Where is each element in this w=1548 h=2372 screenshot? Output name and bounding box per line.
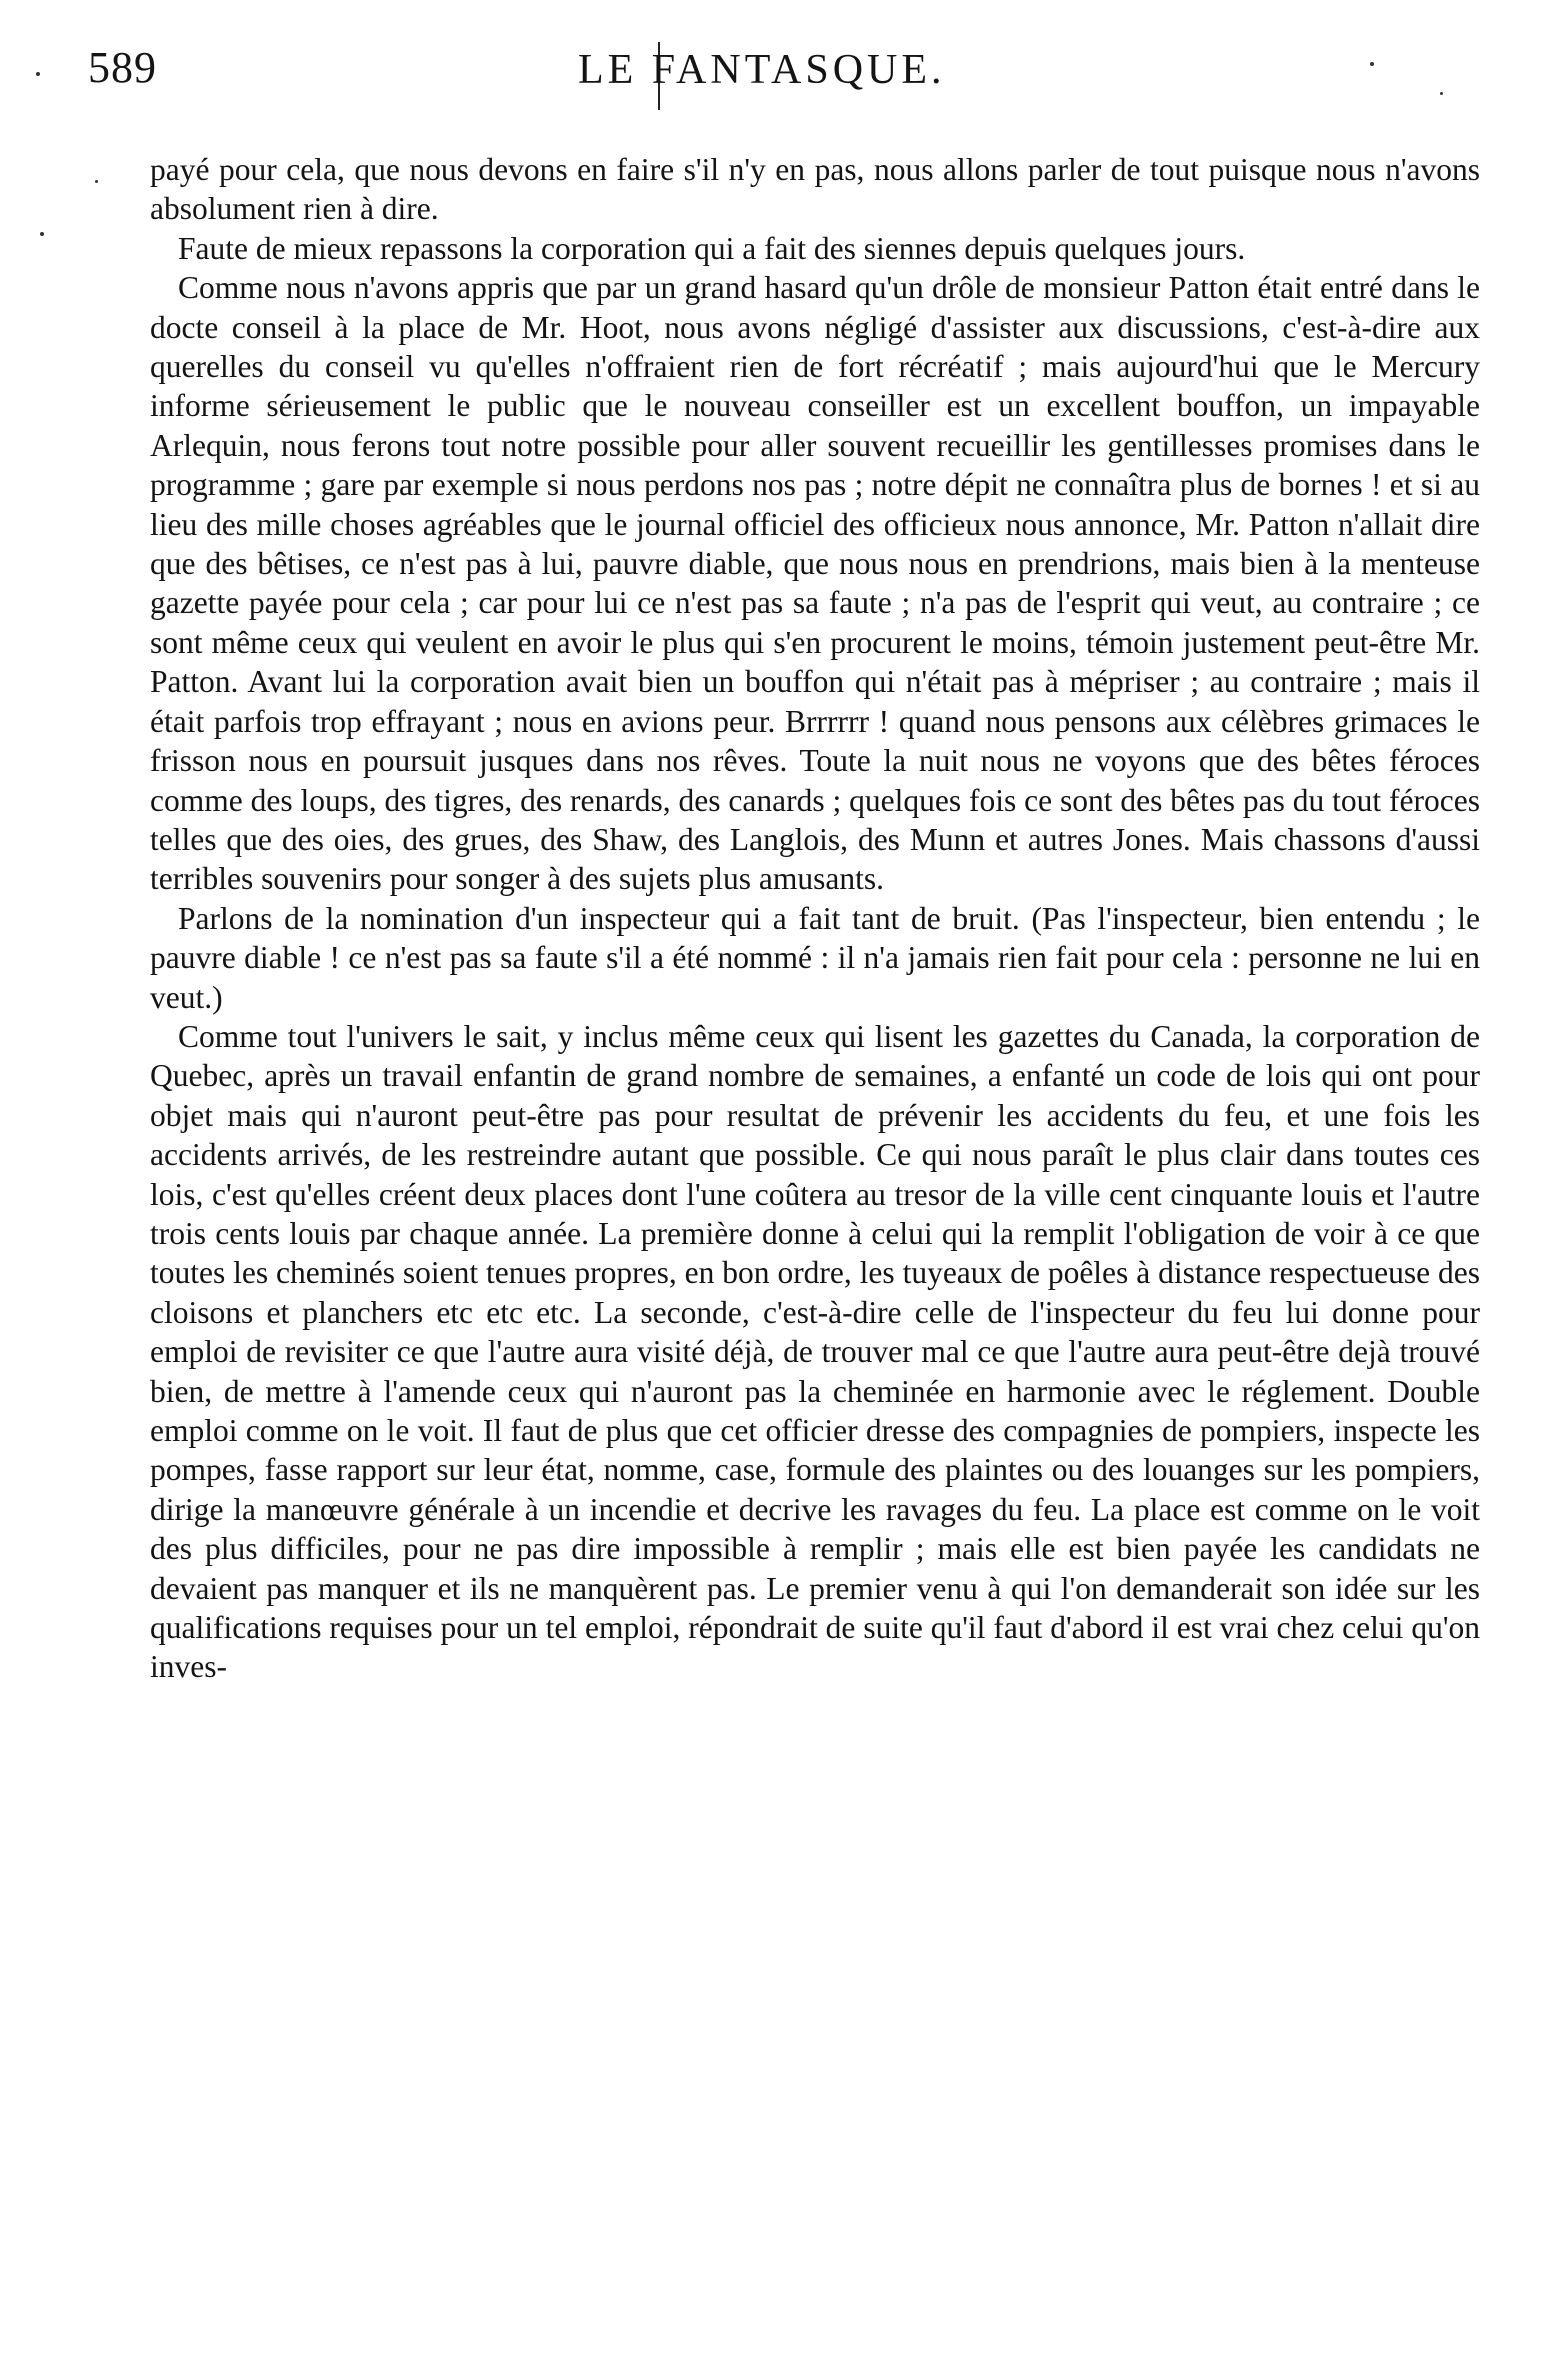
scan-speck [36, 72, 40, 76]
paragraph: Faute de mieux repassons la corporation qui a fait des siennes depuis quelques jours. [178, 230, 1246, 266]
page-number: 589 [88, 43, 157, 92]
scan-speck [1370, 62, 1374, 66]
scan-speck [40, 232, 44, 236]
paragraph: Parlons de la nomination d'un inspecteur qui a fait tant de bruit. (Pas l'inspecteur, bien entendu ; le pauvre diable ! ce n'est pas sa faute s'il a été nommé : il n'a jamais rien fait pour cela : personne ne lui en veut.) [150, 900, 1480, 1015]
running-title: LE FANTASQUE. [578, 47, 946, 93]
scan-speck [95, 180, 98, 183]
article-body [150, 150, 1480, 1687]
scan-speck [1440, 92, 1443, 95]
paragraph: Comme nous n'avons appris que par un grand hasard qu'un drôle de monsieur Patton était entré dans le docte conseil à la place de Mr. Hoot, nous avons négligé d'assister aux discussions, c'est-à-dire aux querelles du conseil vu qu'elles n'offraient rien de fort récréatif ; mais aujourd'hui que le Mercury informe sérieusement le public que le nouveau conseiller est un excellent bouffon, un impayable Arlequin, nous ferons tout notre possible pour aller souvent recueillir les gentillesses promises dans le programme ; gare par exemple si nous perdons nos pas ; notre dépit ne connaîtra plus de bornes ! et si au lieu des mille choses agréables que le journal officiel des officieux nous annonce, Mr. Patton n'allait dire que des bêtises, ce n'est pas à lui, pauvre diable, que nous nous en prendrions, mais bien à la menteuse gazette payée pour cela ; car pour lui ce n'est pas sa faute ; n'a pas de l'esprit qui veut, au contraire ; ce sont même ceux qui veulent en avoir le plus qui s'en procurent le moins, témoin justement peut-être Mr. Patton. Avant lui la corporation avait bien un bouffon qui n'était pas à mépriser ; au contraire ; mais il était parfois trop effrayant ; nous en avions peur. Brrrrrr ! quand nous pensons aux célèbres grimaces le frisson nous en poursuit jusques dans nos rêves. Toute la nuit nous ne voyons que des bêtes féroces comme des loups, des tigres, des renards, des canards ; quelques fois ce sont des bêtes pas du tout féroces telles que des oies, des grues, des Shaw, des Langlois, des Munn et autres Jones. Mais chassons d'aussi terribles souvenirs pour songer à des sujets plus amusants. [150, 270, 1480, 897]
paragraph: Comme tout l'univers le sait, y inclus même ceux qui lisent les gazettes du Canada, la corporation de Quebec, après un travail enfantin de grand nombre de semaines, a enfanté un code de lois qui ont pour objet mais qui n'auront peut-être pas pour resultat de prévenir les accidents du feu, et une fois les accidents arrivés, de les restreindre autant que possible. Ce qui nous paraît le plus clair dans toutes ces lois, c'est qu'elles créent deux places dont l'une coûtera au tresor de la ville cent cinquante louis et l'autre trois cents louis par chaque année. La première donne à celui qui la remplit l'obligation de voir à ce que toutes les cheminés soient tenues propres, en bon ordre, les tuyeaux de poêles à distance respectueuse des cloisons et planchers etc etc etc. La seconde, c'est-à-dire celle de l'inspecteur du feu lui donne pour emploi de revisiter ce que l'autre aura visité déjà, de trouver mal ce que l'autre aura peut-être dejà trouvé bien, de mettre à l'amende ceux qui n'auront pas la cheminée en harmonie avec le réglement. Double emploi comme on le voit. Il faut de plus que cet officier dresse des compagnies de pompiers, inspecte les pompes, fasse rapport sur leur état, nomme, case, formule des plaintes ou des louanges sur les pompiers, dirige la manœuvre générale à un incendie et decrive les ravages du feu. La place est comme on le voit des plus difficiles, pour ne pas dire impossible à remplir ; mais elle est bien payée les candidats ne devaient pas manquer et ils ne manquèrent pas. Le premier venu à qui l'on demanderait son idée sur les qualifications requises pour un tel emploi, répondrait de suite qu'il faut d'abord il est vrai chez celui qu'on inves- [150, 1018, 1480, 1685]
paragraph-continuation: payé pour cela, que nous devons en faire s'il n'y en pas, nous allons parler de tout puisque nous n'avons absolument rien à dire. [150, 152, 1480, 227]
page-header [88, 42, 1488, 112]
